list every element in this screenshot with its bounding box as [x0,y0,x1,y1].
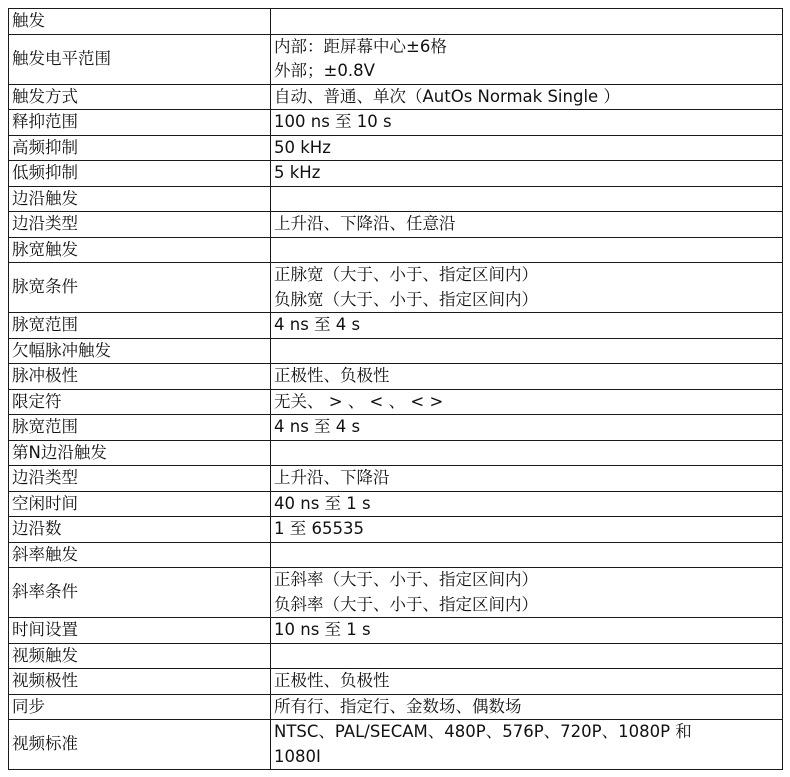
spec-label: 脉宽条件 [9,263,271,313]
spec-value [271,364,783,390]
spec-value-line: 正极性、负极性 [274,366,390,385]
spec-row [9,389,783,415]
section-header-row [9,440,783,466]
spec-value-line: 50 kHz [274,137,331,157]
spec-label: 脉宽范围 [9,415,271,441]
spec-value-line: 5 kHz [274,163,321,182]
spec-row [9,34,783,84]
section-header-row [9,237,783,263]
spec-value [271,618,783,644]
spec-row [9,466,783,492]
spec-value-line: 100 ns 至 10 s [274,112,392,131]
spec-value [271,415,783,441]
spec-row [9,212,783,238]
spec-label: 视频极性 [9,669,271,695]
spec-value-line: 内部：距屏幕中心±6格 [274,36,447,56]
spec-value [271,135,783,161]
spec-label: 脉宽范围 [9,313,271,339]
spec-value-line: 10 ns 至 1 s [274,620,371,639]
spec-value-line: 正极性、负极性 [274,671,390,690]
spec-value-line: 外部；±0.8V [274,61,375,80]
spec-label: 触发方式 [9,84,271,110]
spec-value [271,542,783,568]
spec-table-body [9,9,783,770]
spec-row [9,84,783,110]
spec-value-line: 4 ns 至 4 s [274,315,361,334]
spec-label: 低频抑制 [9,161,271,187]
spec-value-line: 1080I [274,746,321,766]
spec-label: 斜率条件 [9,568,271,618]
spec-row [9,364,783,390]
spec-value [271,338,783,364]
section-header-row [9,186,783,212]
spec-value [271,186,783,212]
spec-value [271,643,783,669]
section-header-row [9,9,783,35]
trigger-spec-table [8,8,783,770]
spec-label: 边沿数 [9,517,271,543]
spec-value-line: 正斜率（大于、小于、指定区间内） [274,570,538,589]
spec-row [9,568,783,618]
spec-value [271,161,783,187]
section-header-row [9,542,783,568]
spec-value-line: 正脉宽（大于、小于、指定区间内） [274,265,538,284]
spec-row [9,135,783,161]
section-title: 欠幅脉冲触发 [9,338,271,364]
spec-value-line: 上升沿、下降沿、任意沿 [274,214,456,233]
spec-value [271,466,783,492]
section-title: 第N边沿触发 [9,440,271,466]
section-title: 触发 [9,9,271,35]
spec-value [271,694,783,720]
spec-value-line: 自动、普通、单次（AutOs Normak Single ） [274,86,620,106]
spec-value-line: 40 ns 至 1 s [274,493,371,513]
spec-value-line: 所有行、指定行、金数场、偶数场 [274,696,522,716]
spec-label: 脉冲极性 [9,364,271,390]
spec-label: 同步 [9,694,271,720]
spec-value-line: 1 至 65535 [274,519,364,538]
spec-label: 空闲时间 [9,491,271,517]
spec-row [9,161,783,187]
spec-row [9,313,783,339]
spec-value [271,84,783,110]
spec-value [271,212,783,238]
spec-value-line: 上升沿、下降沿 [274,468,390,487]
spec-value [271,568,783,618]
spec-value [271,263,783,313]
spec-value [271,34,783,84]
spec-value [271,389,783,415]
section-title: 边沿触发 [9,186,271,212]
section-title: 视频触发 [9,643,271,669]
spec-label: 边沿类型 [9,212,271,238]
spec-row [9,618,783,644]
spec-value-line: 负脉宽（大于、小于、指定区间内） [274,289,538,309]
spec-label: 触发电平范围 [9,34,271,84]
spec-value [271,669,783,695]
spec-row [9,263,783,313]
spec-value [271,491,783,517]
spec-row [9,669,783,695]
spec-row [9,491,783,517]
spec-value-line: 负斜率（大于、小于、指定区间内） [274,594,538,614]
spec-value [271,237,783,263]
spec-value [271,440,783,466]
spec-label: 限定符 [9,389,271,415]
spec-label: 边沿类型 [9,466,271,492]
spec-label: 高频抑制 [9,135,271,161]
spec-value-line: NTSC、PAL/SECAM、480P、576P、720P、1080P 和 [274,722,692,741]
spec-row [9,415,783,441]
spec-value [271,313,783,339]
spec-row [9,694,783,720]
section-title: 斜率触发 [9,542,271,568]
spec-value [271,9,783,35]
spec-label: 视频标准 [9,720,271,770]
spec-value [271,517,783,543]
spec-value-line: 4 ns 至 4 s [274,417,361,436]
spec-value-line: 无关、 > 、 < 、 < > [274,391,444,411]
section-header-row [9,338,783,364]
section-title: 脉宽触发 [9,237,271,263]
spec-value [271,720,783,770]
section-header-row [9,643,783,669]
spec-label: 释抑范围 [9,110,271,136]
spec-label: 时间设置 [9,618,271,644]
spec-row [9,720,783,770]
spec-row [9,517,783,543]
spec-value [271,110,783,136]
spec-row [9,110,783,136]
